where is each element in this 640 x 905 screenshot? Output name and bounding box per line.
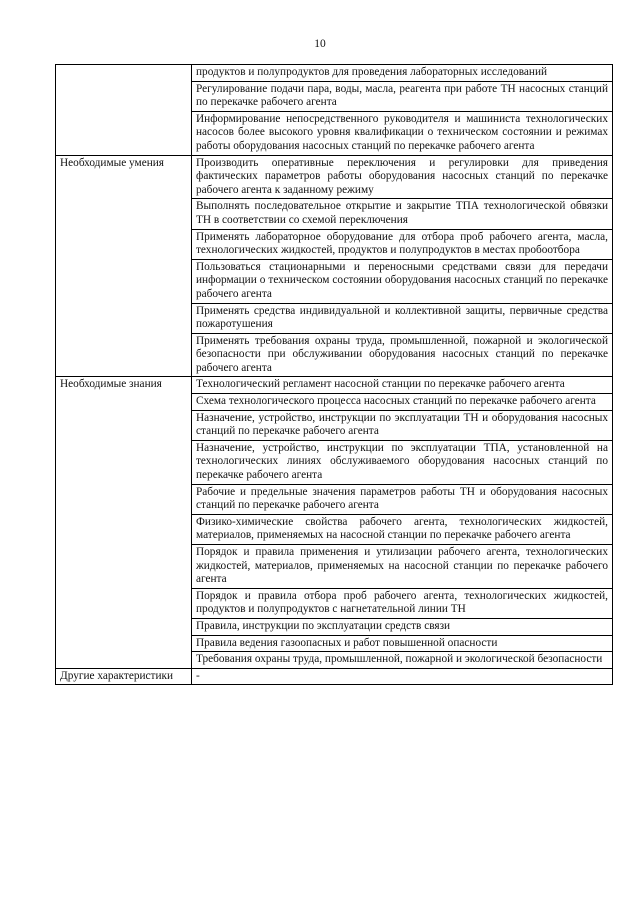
characteristics-table bbox=[55, 64, 613, 685]
item-cell: Назначение, устройство, инструкции по эксплуатации ТН и оборудования насосных станций по перекачке рабочего агента bbox=[192, 410, 613, 440]
item-cell: Технологический регламент насосной станции по перекачке рабочего агента bbox=[192, 377, 613, 394]
section-label: Другие характеристики bbox=[56, 668, 192, 685]
section-label bbox=[56, 65, 192, 156]
item-cell: Порядок и правила применения и утилизации рабочего агента, технологических жидкостей, материалов, применяемых на насосной станции по перекачке рабочего агента bbox=[192, 545, 613, 589]
item-cell: Схема технологического процесса насосных станций по перекачке рабочего агента bbox=[192, 394, 613, 411]
table-row bbox=[56, 668, 613, 685]
item-cell: Рабочие и предельные значения параметров работы ТН и оборудования насосных станций по перекачке рабочего агента bbox=[192, 484, 613, 514]
section-label: Необходимые умения bbox=[56, 155, 192, 377]
page-number: 10 bbox=[314, 38, 326, 50]
item-cell: продуктов и полупродуктов для проведения лабораторных исследований bbox=[192, 65, 613, 82]
item-cell: Правила, инструкции по эксплуатации средств связи bbox=[192, 618, 613, 635]
section-label: Необходимые знания bbox=[56, 377, 192, 668]
item-cell: Выполнять последовательное открытие и закрытие ТПА технологической обвязки ТН в соответствии со схемой переключения bbox=[192, 199, 613, 229]
item-cell: Физико-химические свойства рабочего агента, технологических жидкостей, материалов, применяемых на насосной станции по перекачке рабочего агента bbox=[192, 514, 613, 544]
item-cell: Правила ведения газоопасных и работ повышенной опасности bbox=[192, 635, 613, 652]
item-cell: Производить оперативные переключения и регулировки для приведения фактических параметров работы оборудования насосных станций по перекачке рабочего агента к заданному режиму bbox=[192, 155, 613, 199]
item-cell: Применять требования охраны труда, промышленной, пожарной и экологической безопасности при обслуживании оборудования насосных станций по перекачке рабочего агента bbox=[192, 333, 613, 377]
table-row bbox=[56, 155, 613, 199]
item-cell: Порядок и правила отбора проб рабочего агента, технологических жидкостей, продуктов и полупродуктов с нагнетательной линии ТН bbox=[192, 588, 613, 618]
table-row bbox=[56, 377, 613, 394]
table-row bbox=[56, 65, 613, 82]
item-cell: Пользоваться стационарными и переносными средствами связи для передачи информации о техническом состоянии оборудования насосных станций по перекачке рабочего агента bbox=[192, 259, 613, 303]
item-cell: Применять средства индивидуальной и коллективной защиты, первичные средства пожаротушения bbox=[192, 303, 613, 333]
item-cell: Регулирование подачи пара, воды, масла, реагента при работе ТН насосных станций по перекачке рабочего агента bbox=[192, 81, 613, 111]
item-cell: Применять лабораторное оборудование для отбора проб рабочего агента, масла, технологических жидкостей, продуктов и полупродуктов в местах пробоотбора bbox=[192, 229, 613, 259]
item-cell: - bbox=[192, 668, 613, 685]
item-cell: Информирование непосредственного руководителя и машиниста технологических насосов более высокого уровня квалификации о техническом состоянии и режимах работы оборудования насосных станций по перекачке рабочего агента bbox=[192, 111, 613, 155]
item-cell: Назначение, устройство, инструкции по эксплуатации ТПА, установленной на технологических линиях обслуживаемого оборудования насосных станций по перекачке рабочего агента bbox=[192, 440, 613, 484]
item-cell: Требования охраны труда, промышленной, пожарной и экологической безопасности bbox=[192, 652, 613, 669]
